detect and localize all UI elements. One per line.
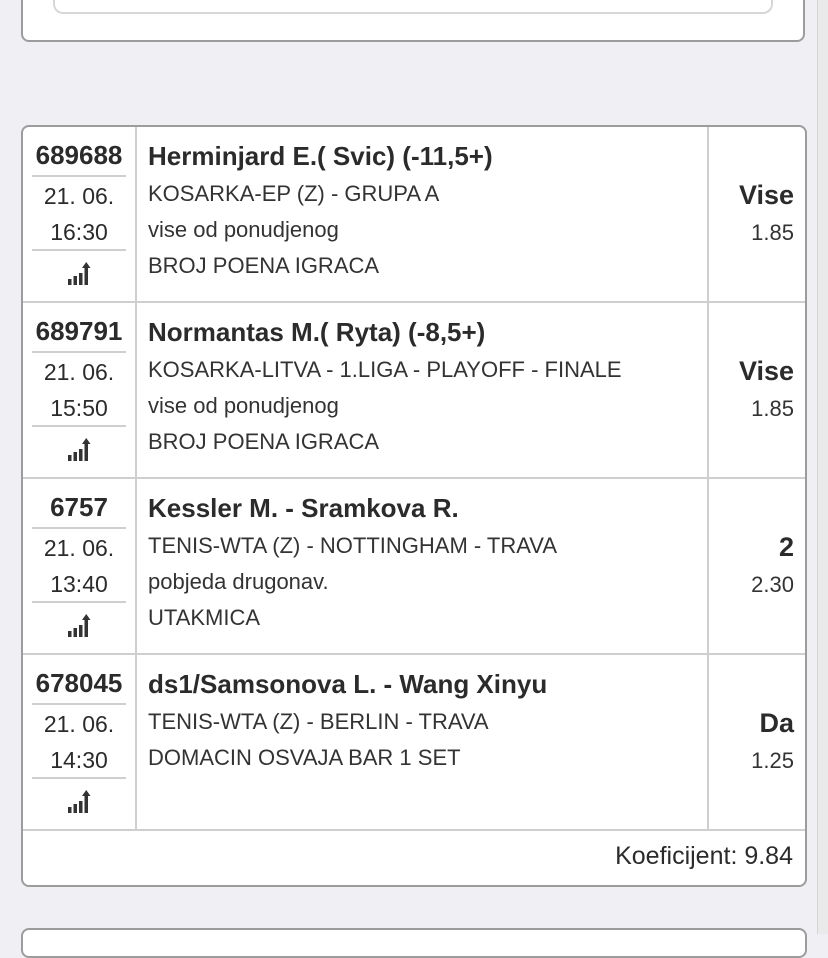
bet-main-column (137, 127, 707, 301)
bet-id-column (23, 479, 137, 653)
signal-bars-icon[interactable] (66, 261, 92, 292)
bet-date: 21. 06. (43, 359, 115, 385)
signal-bars-icon[interactable] (66, 437, 92, 468)
bet-id-column (23, 127, 137, 301)
bet-id-column (23, 655, 137, 829)
bet-row[interactable] (23, 655, 805, 831)
bet-pick: Vise (738, 180, 794, 210)
bet-time: 16:30 (32, 213, 126, 251)
total-odds: Koeficijent: 9.84 (615, 842, 793, 870)
bet-odd: 1.85 (751, 396, 794, 421)
bet-odd: 1.25 (751, 748, 794, 773)
bet-description: vise od ponudjenog (148, 217, 339, 242)
bet-date: 21. 06. (43, 183, 115, 209)
bet-time: 14:30 (32, 741, 126, 779)
bet-date: 21. 06. (43, 711, 115, 737)
bet-market: DOMACIN OSVAJA BAR 1 SET (148, 745, 461, 770)
match-title: Kessler M. - Sramkova R. (148, 493, 459, 523)
bet-row[interactable] (23, 303, 805, 479)
bet-market: BROJ POENA IGRACA (148, 253, 380, 278)
match-title: Normantas M.( Ryta) (-8,5+) (148, 317, 486, 347)
bet-pick: 2 (778, 532, 794, 562)
bet-odd-column (707, 127, 805, 301)
bet-code: 689688 (32, 127, 126, 177)
bet-time: 13:40 (32, 565, 126, 603)
previous-card-field (53, 0, 773, 14)
league: TENIS-WTA (Z) - BERLIN - TRAVA (148, 709, 489, 734)
bet-market: UTAKMICA (148, 605, 261, 630)
bet-odd-column (707, 303, 805, 477)
next-card (21, 928, 807, 958)
league: KOSARKA-EP (Z) - GRUPA A (148, 181, 440, 206)
match-title: Herminjard E.( Svic) (-11,5+) (148, 141, 493, 171)
bet-main-column (137, 303, 707, 477)
bet-code: 6757 (32, 479, 126, 529)
bet-description: vise od ponudjenog (148, 393, 339, 418)
bet-code: 678045 (32, 655, 126, 705)
bet-main-column (137, 479, 707, 653)
bet-id-column (23, 303, 137, 477)
bet-market: BROJ POENA IGRACA (148, 429, 380, 454)
signal-bars-icon[interactable] (66, 789, 92, 820)
bet-ticket (21, 125, 807, 887)
bet-date: 21. 06. (43, 535, 115, 561)
bet-pick: Da (759, 708, 794, 738)
bet-main-column (137, 655, 707, 829)
previous-card (21, 0, 805, 42)
bet-code: 689791 (32, 303, 126, 353)
page-scrollbar[interactable] (817, 0, 828, 934)
bet-odd: 2.30 (751, 572, 794, 597)
bet-odd: 1.85 (751, 220, 794, 245)
bet-row[interactable] (23, 127, 805, 303)
bet-odd-column (707, 655, 805, 829)
league: TENIS-WTA (Z) - NOTTINGHAM - TRAVA (148, 533, 558, 558)
league: KOSARKA-LITVA - 1.LIGA - PLAYOFF - FINALE (148, 357, 622, 382)
bet-pick: Vise (738, 356, 794, 386)
bet-time: 15:50 (32, 389, 126, 427)
bet-odd-column (707, 479, 805, 653)
match-title: ds1/Samsonova L. - Wang Xinyu (148, 669, 548, 699)
bet-description: pobjeda drugonav. (148, 569, 329, 594)
bet-row[interactable] (23, 479, 805, 655)
signal-bars-icon[interactable] (66, 613, 92, 644)
